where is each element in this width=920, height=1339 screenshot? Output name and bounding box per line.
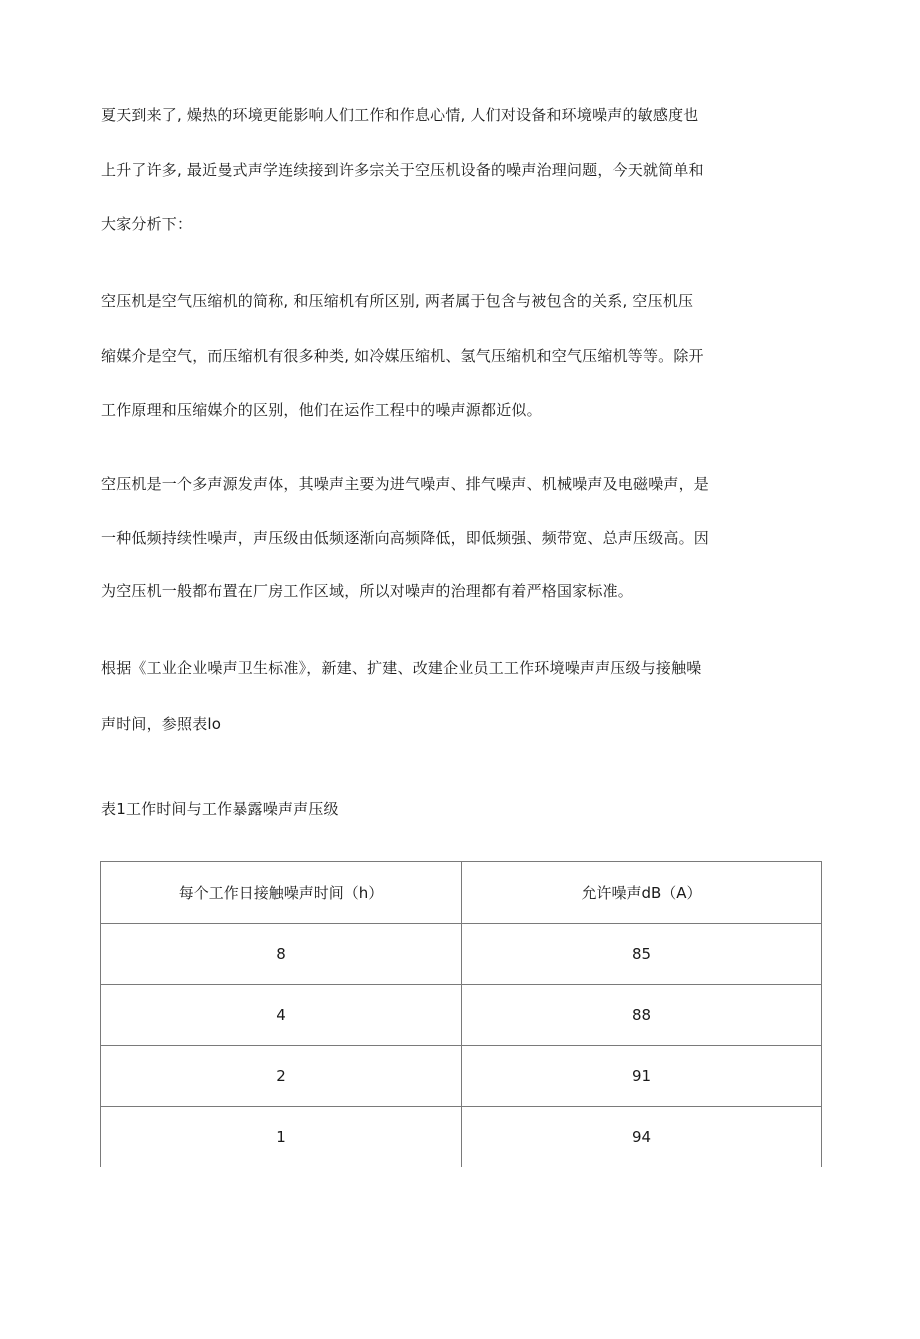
table-row bbox=[101, 924, 822, 985]
paragraph-1-line-2: 上升了许多, 最近曼式声学连续接到许多宗关于空压机设备的噪声治理问题，今天就简单和 bbox=[101, 161, 704, 179]
cell-db: 88 bbox=[462, 985, 822, 1046]
cell-db: 94 bbox=[462, 1107, 822, 1168]
paragraph-1-line-1: 夏天到来了, 燥热的环境更能影响人们工作和作息心情, 人们对设备和环境噪声的敏感度也 bbox=[101, 106, 699, 124]
paragraph-2-line-3: 工作原理和压缩媒介的区别，他们在运作工程中的噪声源都近似。 bbox=[101, 401, 542, 419]
cell-hours: 4 bbox=[101, 985, 462, 1046]
paragraph-3-line-2: 一种低频持续性噪声，声压级由低频逐渐向高频降低，即低频强、频带宽、总声压级高。因 bbox=[101, 529, 710, 547]
header-allowed-noise: 允许噪声dB（A） bbox=[462, 862, 822, 924]
paragraph-2-line-1: 空压机是空气压缩机的简称, 和压缩机有所区别, 两者属于包含与被包含的关系, 空压机压 bbox=[101, 292, 694, 310]
paragraph-1-line-3: 大家分析下： bbox=[101, 215, 193, 233]
table-caption: 表1工作时间与工作暴露噪声声压级 bbox=[101, 800, 339, 818]
cell-db: 91 bbox=[462, 1046, 822, 1107]
table-row bbox=[101, 1107, 822, 1168]
paragraph-2-line-2: 缩媒介是空气，而压缩机有很多种类, 如冷媒压缩机、氢气压缩机和空气压缩机等等。除开 bbox=[101, 347, 704, 365]
table-row bbox=[101, 985, 822, 1046]
cell-hours: 2 bbox=[101, 1046, 462, 1107]
paragraph-3-line-3: 为空压机一般都布置在厂房工作区域，所以对噪声的治理都有着严格国家标准。 bbox=[101, 582, 634, 600]
paragraph-4-line-2: 声时间，参照表lo bbox=[101, 715, 222, 733]
paragraph-3-line-1: 空压机是一个多声源发声体，其噪声主要为进气噪声、排气噪声、机械噪声及电磁噪声，是 bbox=[101, 475, 710, 493]
header-exposure-time: 每个工作日接触噪声时间（h） bbox=[101, 862, 462, 924]
paragraph-4-line-1: 根据《工业企业噪声卫生标准》，新建、扩建、改建企业员工工作环境噪声声压级与接触噪 bbox=[101, 659, 702, 677]
cell-hours: 8 bbox=[101, 924, 462, 985]
cell-db: 85 bbox=[462, 924, 822, 985]
table-row bbox=[101, 1046, 822, 1107]
cell-hours: 1 bbox=[101, 1107, 462, 1168]
noise-exposure-table bbox=[100, 861, 822, 1167]
table-header-row bbox=[101, 862, 822, 924]
